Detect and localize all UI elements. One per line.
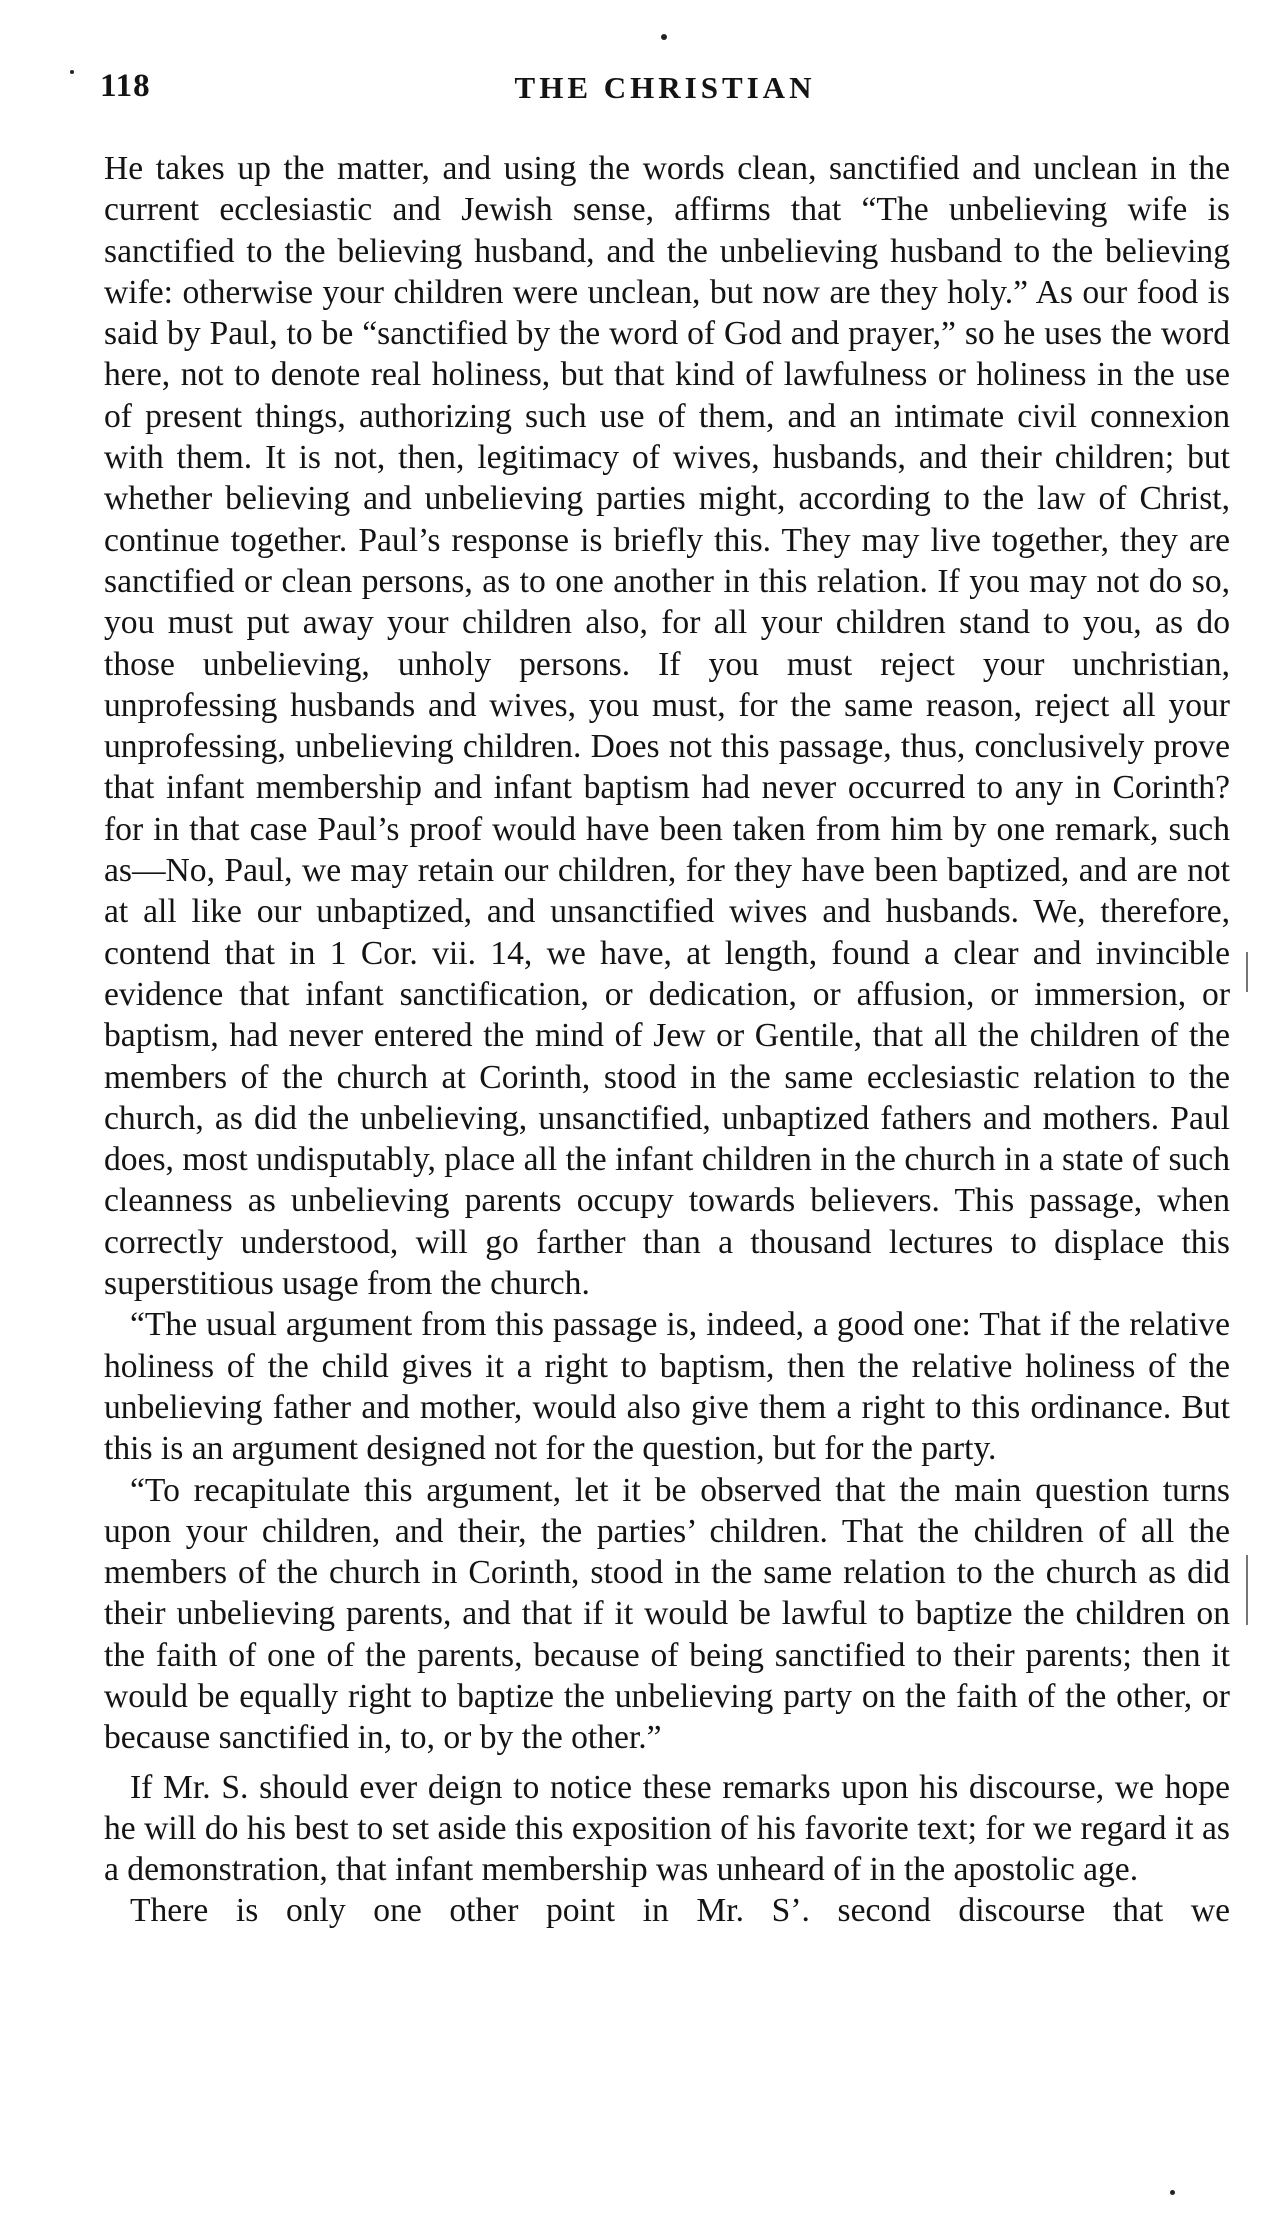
page-number: 118 [100,68,151,104]
top-ink-dot [661,34,667,40]
paragraph-5: There is only one other point in Mr. S’. second discourse that we [130,1892,1230,1930]
paragraph-3: “To recapitulate this argument, let it be observed that the main question turns upon your children, and their, the parties’ children. That the children of all the members of the church in Corinth, stood in the same relation to the church as did their unbelieving parents, and that if it would be lawful to baptize the children on the faith of one of the parents, because of being sanctified to their parents; then it would be equally right to baptize the unbelieving party on the faith of the other, or because sanctified in, to, or by the other.” [104,1471,1230,1757]
bottom-ink-dot [1170,2190,1175,2195]
margin-mark [1246,1555,1248,1625]
margin-mark [1246,952,1248,992]
page-header [100,68,1230,120]
running-title: THE CHRISTIAN [514,70,816,105]
body-text [104,148,1230,1932]
paragraph-2: “The usual argument from this passage is, indeed, a good one: That if the relative holiness of the child gives it a right to baptism, then the relative holiness of the unbelieving father and mother, would also give them a right to this ordinance. But this is an argument designed not for the question, but for the party. [104,1306,1230,1468]
paragraph-1: He takes up the matter, and using the words clean, sanctified and unclean in the current ecclesiastic and Jewish sense, affirms that “The unbelieving wife is sanctified to the believing husband, and the unbelieving husband to the believing wife: otherwise your children were unclean, but now are they holy.” As our food is said by Paul, to be “sanctified by the word of God and prayer,” so he uses the word here, not to denote real holiness, but that kind of lawfulness or holiness in the use of present things, authorizing such use of them, and an intimate civil connexion with them. It is not, then, legitimacy of wives, husbands, and their children; but whether believing and unbelieving parties might, according to the law of Christ, continue together. Paul’s response is briefly this. They may live together, they are sanctified or clean persons, as to one another in this relation. If you may not do so, you must put away your children also, for all your children stand to you, as do those unbelieving, unholy persons. If you must reject your unchristian, unprofessing husbands and wives, you must, for the same reason, reject all your unprofessing, unbelieving children. Does not this passage, thus, conclusively prove that infant membership and infant baptism had never occurred to any in Corinth? for in that case Paul’s proof would have been taken from him by one remark, such as—No, Paul, we may retain our children, for they have been baptized, and are not at all like our unbaptized, and unsanctified wives and husbands. We, therefore, contend that in 1 Cor. vii. 14, we have, at length, found a clear and invincible evidence that infant sanctification, or dedication, or affusion, or immersion, or baptism, had never entered the mind of Jew or Gentile, that all the children of the members of the church at Corinth, stood in the same ecclesiastic relation to the church, as did the unbelieving, unsanctified, unbaptized fathers and mothers. Paul does, most undisputably, place all the infant children in the church in a state of such cleanness as unbelieving parents occupy towards believers. This passage, when correctly understood, will go farther than a thousand lectures to displace this superstitious usage from the church. [104,150,1230,1303]
paragraph-4: If Mr. S. should ever deign to notice these remarks upon his discourse, we hope he will do his best to set aside this exposition of his favorite text; for we regard it as a demonstration, that infant membership was unheard of in the apostolic age. [104,1768,1230,1889]
corner-ink-dot [70,70,74,74]
